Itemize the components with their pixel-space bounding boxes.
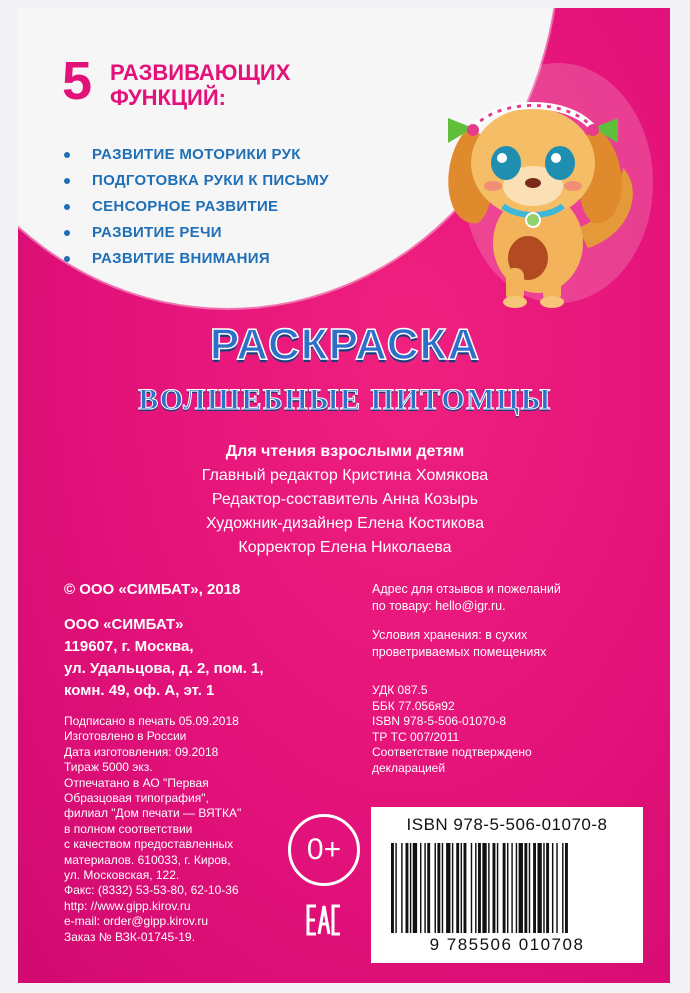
feature-item [64, 143, 329, 169]
print-info-line: с качеством предоставленных [64, 837, 234, 852]
print-info-line: Отпечатано в АО "Первая [64, 775, 209, 790]
print-info-line: http: //www.gipp.kirov.ru [64, 898, 191, 913]
code-line: Соответствие подтверждено [372, 745, 532, 760]
feedback-line: Адрес для отзывов и пожеланий [372, 582, 561, 596]
publisher-column [64, 580, 264, 945]
bullet-icon [64, 256, 70, 262]
functions-title [110, 60, 290, 110]
pink-cover [18, 8, 670, 983]
print-info-line: Изготовлено в России [64, 729, 187, 744]
feedback-info [372, 581, 561, 615]
copyright-line: © ООО «СИМБАТ», 2018 [64, 581, 241, 598]
code-line: ББК 77.056я92 [372, 698, 455, 713]
age-rating-badge: 0+ [288, 814, 360, 886]
audience-note: Для чтения взрослыми детям [225, 443, 465, 460]
puppy-illustration-icon [418, 58, 658, 308]
feature-label: РАЗВИТИЕ МОТОРИКИ РУК [92, 146, 301, 163]
barcode-digits: 9 785506 010708 [429, 935, 585, 954]
print-info-line: филиал "Дом печати — ВЯТКА" [64, 806, 242, 821]
print-info-line: в полном соответствии [64, 821, 193, 836]
publisher-address [64, 614, 264, 702]
code-line: декларацией [372, 760, 446, 775]
storage-info [372, 627, 561, 661]
feature-item [64, 247, 329, 273]
storage-line: проветриваемых помещениях [372, 645, 547, 659]
feedback-line: по товару: hello@igr.ru. [372, 599, 506, 613]
bullet-icon [64, 204, 70, 210]
bullet-icon [64, 178, 70, 184]
barcode-bars [391, 843, 623, 933]
classification-codes [372, 683, 561, 777]
print-info-line: Дата изготовления: 09.2018 [64, 744, 219, 759]
editor-in-chief: Главный редактор Кристина Хомякова [201, 467, 489, 484]
book-subtitle: ВОЛШЕБНЫЕ ПИТОМЦЫ [138, 383, 552, 416]
feature-item [64, 169, 329, 195]
print-info-line: Тираж 5000 экз. [64, 760, 153, 775]
address-line: комн. 49, оф. А, эт. 1 [64, 682, 215, 699]
feature-label: СЕНСОРНОЕ РАЗВИТИЕ [92, 198, 279, 215]
compiler-credit: Редактор-составитель Анна Козырь [211, 491, 479, 508]
storage-line: Условия хранения: в сухих [372, 628, 528, 642]
info-column [372, 581, 561, 777]
designer-credit: Художник-дизайнер Елена Костикова [205, 515, 485, 532]
isbn-label: ISBN 978-5-506-01070-8 [406, 815, 608, 834]
functions-title-line2: ФУНКЦИЙ: [110, 85, 226, 110]
barcode [371, 807, 643, 963]
feature-label: РАЗВИТИЕ ВНИМАНИЯ [92, 250, 270, 267]
eac-conformity-mark-icon [306, 900, 342, 940]
print-info-line: ул. Московская, 122. [64, 868, 180, 883]
credits-block [18, 440, 670, 560]
functions-title-line1: РАЗВИВАЮЩИХ [110, 60, 291, 85]
feature-item [64, 221, 329, 247]
code-line: ТР ТС 007/2011 [372, 729, 460, 744]
five-number: 5 [62, 51, 93, 111]
features-list [64, 143, 329, 273]
address-line: ул. Удальцова, д. 2, пом. 1, [64, 660, 264, 677]
code-line: УДК 087.5 [372, 683, 428, 697]
proofreader-credit: Корректор Елена Николаева [238, 539, 452, 556]
feature-label: РАЗВИТИЕ РЕЧИ [92, 224, 222, 241]
feature-item [64, 195, 329, 221]
address-line: 119607, г. Москва, [64, 638, 194, 655]
print-info-line: Факс: (8332) 53-53-80, 62-10-36 [64, 883, 239, 898]
print-info-line: Подписано в печать 05.09.2018 [64, 714, 239, 728]
print-info-line: материалов. 610033, г. Киров, [64, 852, 231, 867]
bullet-icon [64, 152, 70, 158]
book-title: РАСКРАСКА [209, 320, 481, 369]
bullet-icon [64, 230, 70, 236]
print-info-line: Образцовая типография", [64, 791, 209, 806]
code-line: ISBN 978-5-506-01070-8 [372, 714, 507, 729]
publisher-name: ООО «СИМБАТ» [64, 616, 184, 633]
feature-label: ПОДГОТОВКА РУКИ К ПИСЬМУ [92, 172, 329, 189]
print-info-line: e-mail: order@gipp.kirov.ru [64, 914, 209, 929]
print-info-line: Заказ № ВЗК-01745-19. [64, 929, 195, 944]
print-info [64, 714, 264, 945]
